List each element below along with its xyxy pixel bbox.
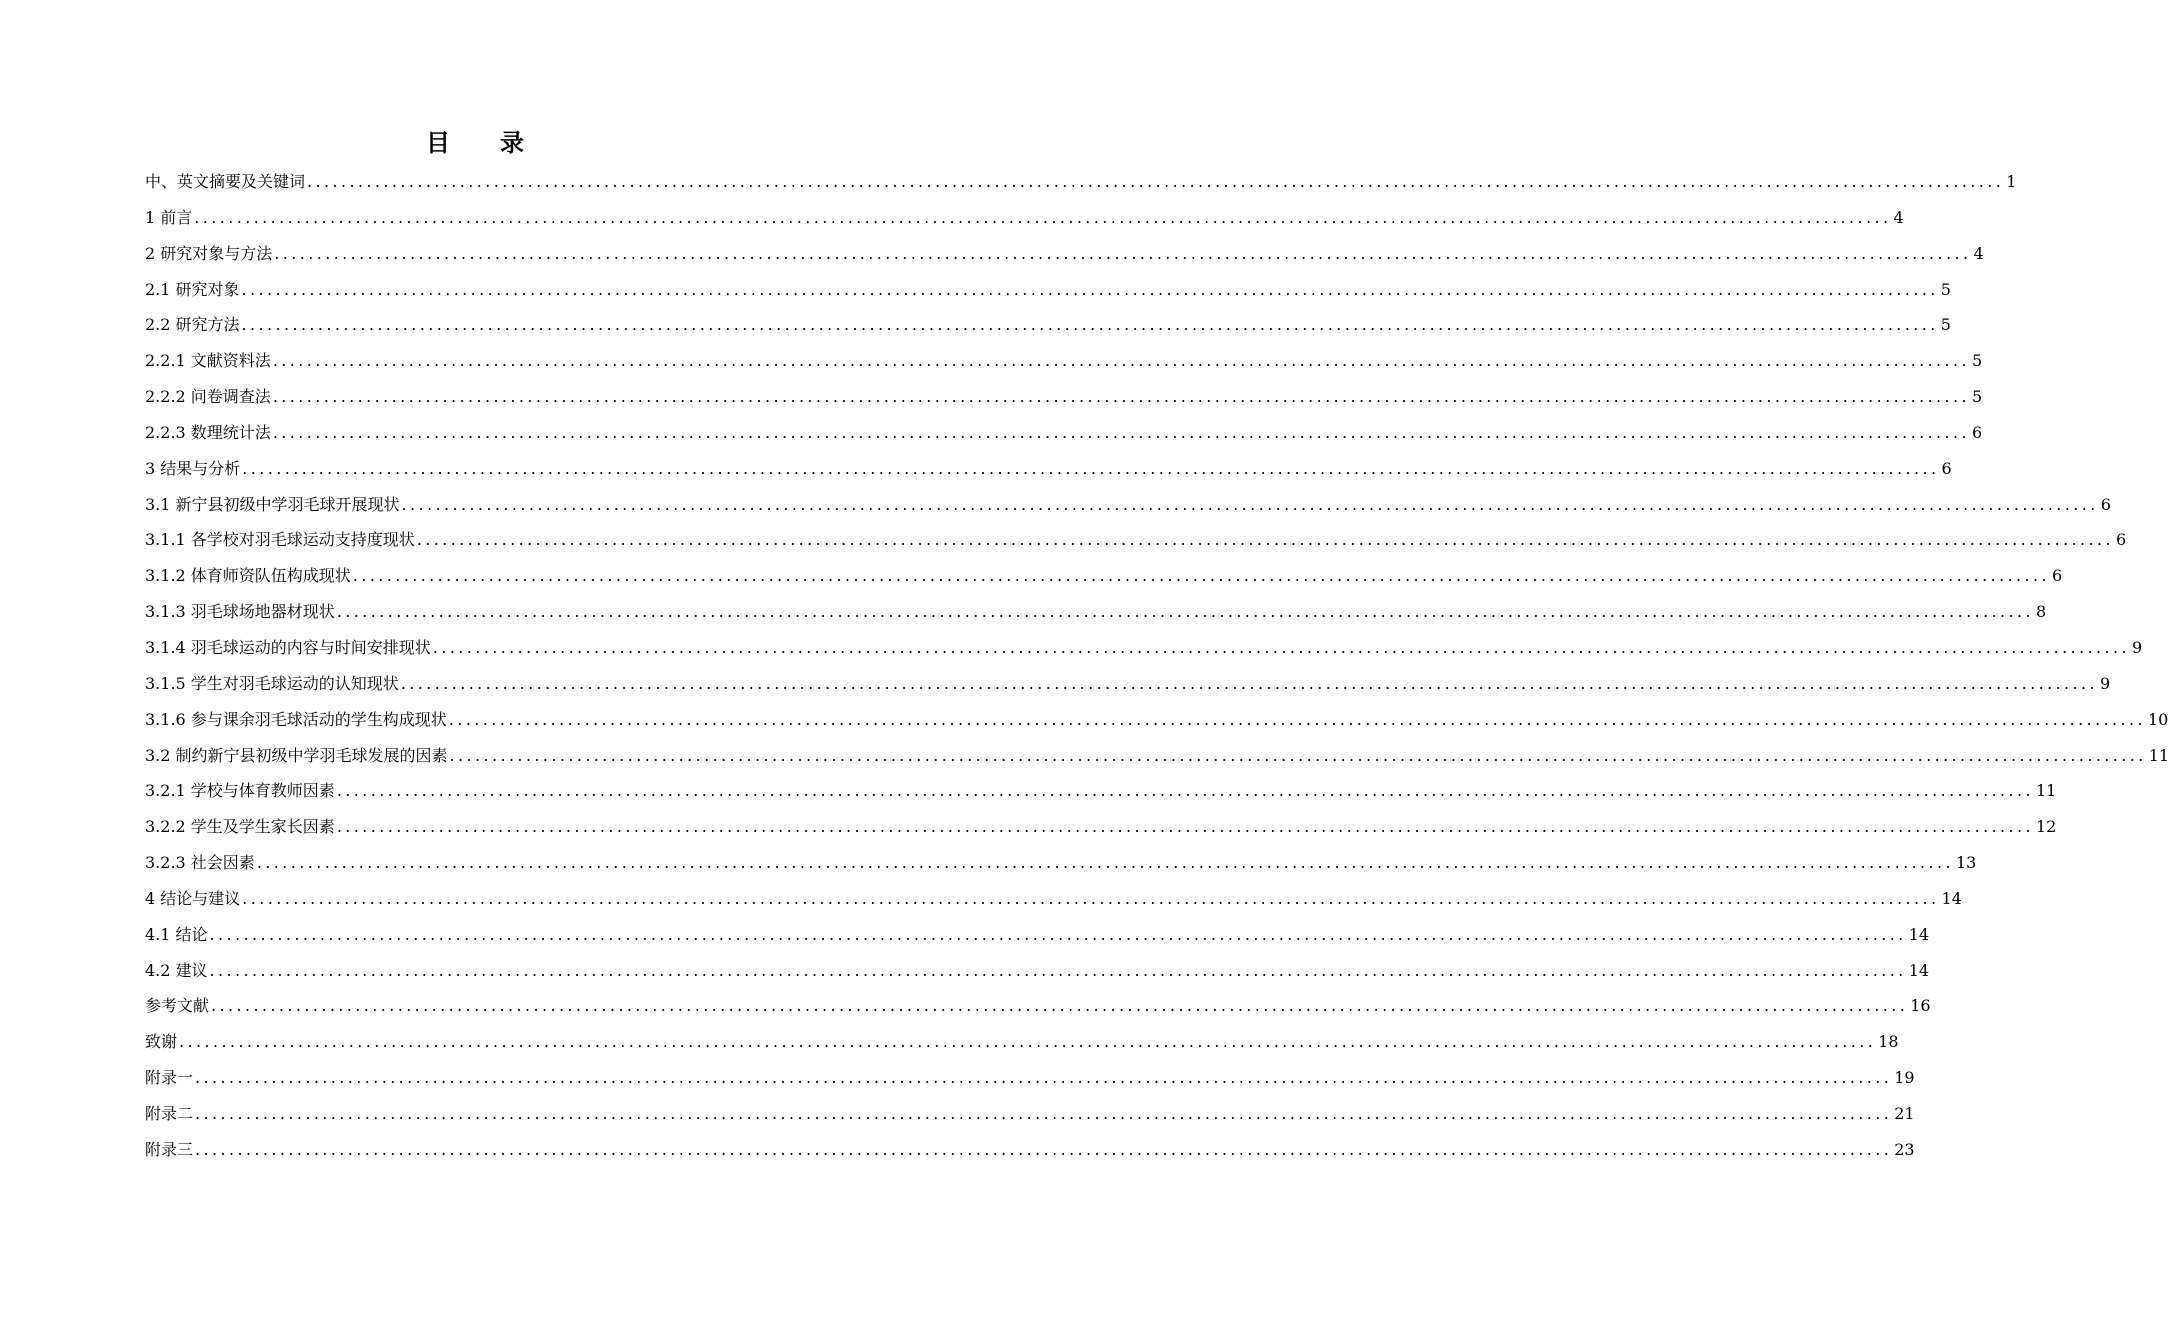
toc-dot-leader: ........................................................................................................................................................................................................	[195, 1139, 1893, 1159]
toc-dot-leader: ........................................................................................................................................................................................................	[179, 1032, 1877, 1052]
toc-dot-leader: ........................................................................................................................................................................................................	[448, 709, 2146, 729]
toc-dot-leader: ........................................................................................................................................................................................................	[400, 673, 2098, 693]
toc-entry-page-number: 6	[2116, 530, 2127, 550]
toc-title	[0, 126, 950, 160]
toc-entry[interactable]	[145, 343, 1983, 379]
toc-dot-leader: ........................................................................................................................................................................................................	[242, 458, 1940, 478]
toc-entry-page-number: 14	[1908, 960, 1930, 980]
toc-dot-leader: ........................................................................................................................................................................................................	[449, 745, 2147, 765]
toc-entry-label: 2.2.1 文献资料法	[145, 351, 271, 371]
toc-entry[interactable]	[145, 666, 2111, 702]
toc-dot-leader: ........................................................................................................................................................................................................	[209, 960, 1907, 980]
toc-dot-leader: ........................................................................................................................................................................................................	[241, 279, 1939, 299]
toc-entry-page-number: 12	[2036, 817, 2057, 837]
toc-entry-page-number: 6	[1941, 458, 1952, 478]
toc-entry-label: 中、英文摘要及关键词	[145, 172, 306, 191]
toc-entry[interactable]	[145, 379, 1983, 415]
toc-list	[145, 164, 2169, 1168]
toc-entry[interactable]	[145, 522, 2127, 558]
toc-entry-label: 3.2.3 社会因素	[145, 853, 255, 873]
toc-dot-leader: ........................................................................................................................................................................................................	[242, 888, 1940, 908]
toc-title-char-1: 目	[426, 129, 450, 157]
toc-entry[interactable]	[145, 845, 1977, 881]
toc-entry[interactable]	[145, 988, 1931, 1024]
toc-dot-leader: ........................................................................................................................................................................................................	[336, 817, 2034, 837]
toc-entry-page-number: 1	[2006, 172, 2017, 191]
toc-entry-label: 附录一	[145, 1068, 194, 1088]
toc-entry-page-number: 9	[2100, 673, 2111, 693]
toc-entry-page-number: 10	[2148, 709, 2169, 729]
toc-dot-leader: ........................................................................................................................................................................................................	[209, 924, 1907, 944]
toc-dot-leader: ........................................................................................................................................................................................................	[401, 494, 2099, 514]
toc-entry-page-number: 4	[1893, 207, 1904, 227]
toc-entry-label: 3.1.3 羽毛球场地器材现状	[145, 602, 335, 622]
toc-entry-label: 参考文献	[145, 996, 210, 1016]
toc-entry-page-number: 16	[1910, 996, 1931, 1016]
toc-entry[interactable]	[145, 487, 2111, 523]
toc-entry-page-number: 21	[1894, 1103, 1915, 1123]
toc-entry[interactable]	[145, 809, 2057, 845]
toc-entry-page-number: 18	[1878, 1032, 1899, 1052]
toc-entry-label: 2.1 研究对象	[145, 279, 240, 299]
toc-entry-label: 2 研究对象与方法	[145, 243, 273, 263]
toc-dot-leader: ........................................................................................................................................................................................................	[272, 422, 1970, 442]
toc-entry-page-number: 5	[1972, 351, 1983, 371]
toc-entry-page-number: 6	[1972, 422, 1983, 442]
toc-dot-leader: ........................................................................................................................................................................................................	[195, 1103, 1893, 1123]
toc-entry[interactable]	[145, 272, 1951, 308]
toc-entry-label: 3.1.1 各学校对羽毛球运动支持度现状	[145, 530, 415, 550]
toc-entry[interactable]	[145, 307, 1951, 343]
toc-dot-leader: ........................................................................................................................................................................................................	[272, 351, 1970, 371]
toc-entry-label: 3.1.4 羽毛球运动的内容与时间安排现状	[145, 637, 431, 657]
toc-entry-page-number: 6	[2100, 494, 2111, 514]
toc-entry-label: 3.1.6 参与课余羽毛球活动的学生构成现状	[145, 709, 447, 729]
toc-entry-label: 3.2.2 学生及学生家长因素	[145, 817, 335, 837]
toc-entry-label: 3.2.1 学校与体育教师因素	[145, 781, 335, 801]
toc-dot-leader: ........................................................................................................................................................................................................	[432, 637, 2130, 657]
toc-dot-leader: ........................................................................................................................................................................................................	[336, 602, 2034, 622]
toc-entry[interactable]	[145, 702, 2169, 738]
toc-entry-label: 3 结果与分析	[145, 458, 241, 478]
toc-entry[interactable]	[145, 451, 1952, 487]
toc-entry-page-number: 8	[2036, 602, 2047, 622]
toc-dot-leader: ........................................................................................................................................................................................................	[272, 387, 1970, 407]
toc-entry-page-number: 5	[1940, 315, 1951, 335]
toc-entry[interactable]	[145, 236, 1984, 272]
toc-entry-label: 3.1 新宁县初级中学羽毛球开展现状	[145, 494, 400, 514]
toc-dot-leader: ........................................................................................................................................................................................................	[307, 172, 2005, 191]
toc-entry-label: 2.2.3 数理统计法	[145, 422, 271, 442]
toc-entry-label: 2.2 研究方法	[145, 315, 240, 335]
toc-entry-label: 附录二	[145, 1103, 194, 1123]
toc-dot-leader: ........................................................................................................................................................................................................	[352, 566, 2050, 586]
toc-entry-page-number: 9	[2132, 637, 2143, 657]
toc-entry-page-number: 5	[1972, 387, 1983, 407]
toc-entry[interactable]	[145, 917, 1930, 953]
toc-entry[interactable]	[145, 594, 2047, 630]
toc-entry[interactable]	[145, 415, 1983, 451]
toc-entry[interactable]	[145, 1132, 1915, 1168]
toc-dot-leader: ........................................................................................................................................................................................................	[256, 853, 1954, 873]
toc-entry[interactable]	[145, 1060, 1915, 1096]
toc-entry-page-number: 5	[1940, 279, 1951, 299]
toc-dot-leader: ........................................................................................................................................................................................................	[241, 315, 1939, 335]
toc-entry-page-number: 14	[1941, 888, 1962, 908]
toc-title-char-2: 录	[500, 129, 524, 157]
toc-entry-label: 4.2 建议	[145, 960, 208, 980]
toc-dot-leader: ........................................................................................................................................................................................................	[211, 996, 1909, 1016]
toc-entry-page-number: 19	[1894, 1068, 1915, 1088]
toc-dot-leader: ........................................................................................................................................................................................................	[336, 781, 2034, 801]
toc-entry-page-number: 23	[1894, 1139, 1915, 1159]
toc-entry[interactable]	[145, 1024, 1899, 1060]
toc-entry-label: 3.2 制约新宁县初级中学羽毛球发展的因素	[145, 745, 448, 765]
toc-entry[interactable]	[145, 738, 2169, 774]
toc-entry-label: 4 结论与建议	[145, 888, 241, 908]
toc-entry[interactable]	[145, 881, 1962, 917]
toc-entry-page-number: 11	[2036, 781, 2057, 801]
toc-entry-label: 致谢	[145, 1032, 178, 1052]
toc-entry-label: 4.1 结论	[145, 924, 208, 944]
toc-entry[interactable]	[145, 773, 2057, 809]
toc-dot-leader: ........................................................................................................................................................................................................	[416, 530, 2114, 550]
toc-dot-leader: ........................................................................................................................................................................................................	[194, 207, 1892, 227]
toc-entry-label: 3.1.5 学生对羽毛球运动的认知现状	[145, 673, 399, 693]
toc-entry-page-number: 4	[1973, 243, 1984, 263]
toc-dot-leader: ........................................................................................................................................................................................................	[195, 1068, 1893, 1088]
toc-entry[interactable]	[145, 164, 2017, 200]
toc-entry-page-number: 13	[1956, 853, 1977, 873]
toc-entry-label: 1 前言	[145, 207, 193, 227]
toc-entry-label: 附录三	[145, 1139, 194, 1159]
toc-entry[interactable]	[145, 558, 2063, 594]
toc-entry[interactable]	[145, 630, 2143, 666]
toc-entry-label: 2.2.2 问卷调查法	[145, 387, 271, 407]
toc-entry[interactable]	[145, 1096, 1915, 1132]
toc-entry[interactable]	[145, 200, 1904, 236]
toc-dot-leader: ........................................................................................................................................................................................................	[274, 243, 1972, 263]
toc-entry-page-number: 6	[2052, 566, 2063, 586]
toc-entry-page-number: 14	[1908, 924, 1930, 944]
toc-entry[interactable]	[145, 953, 1930, 989]
toc-entry-label: 3.1.2 体育师资队伍构成现状	[145, 566, 351, 586]
toc-entry-page-number: 11	[2148, 745, 2169, 765]
